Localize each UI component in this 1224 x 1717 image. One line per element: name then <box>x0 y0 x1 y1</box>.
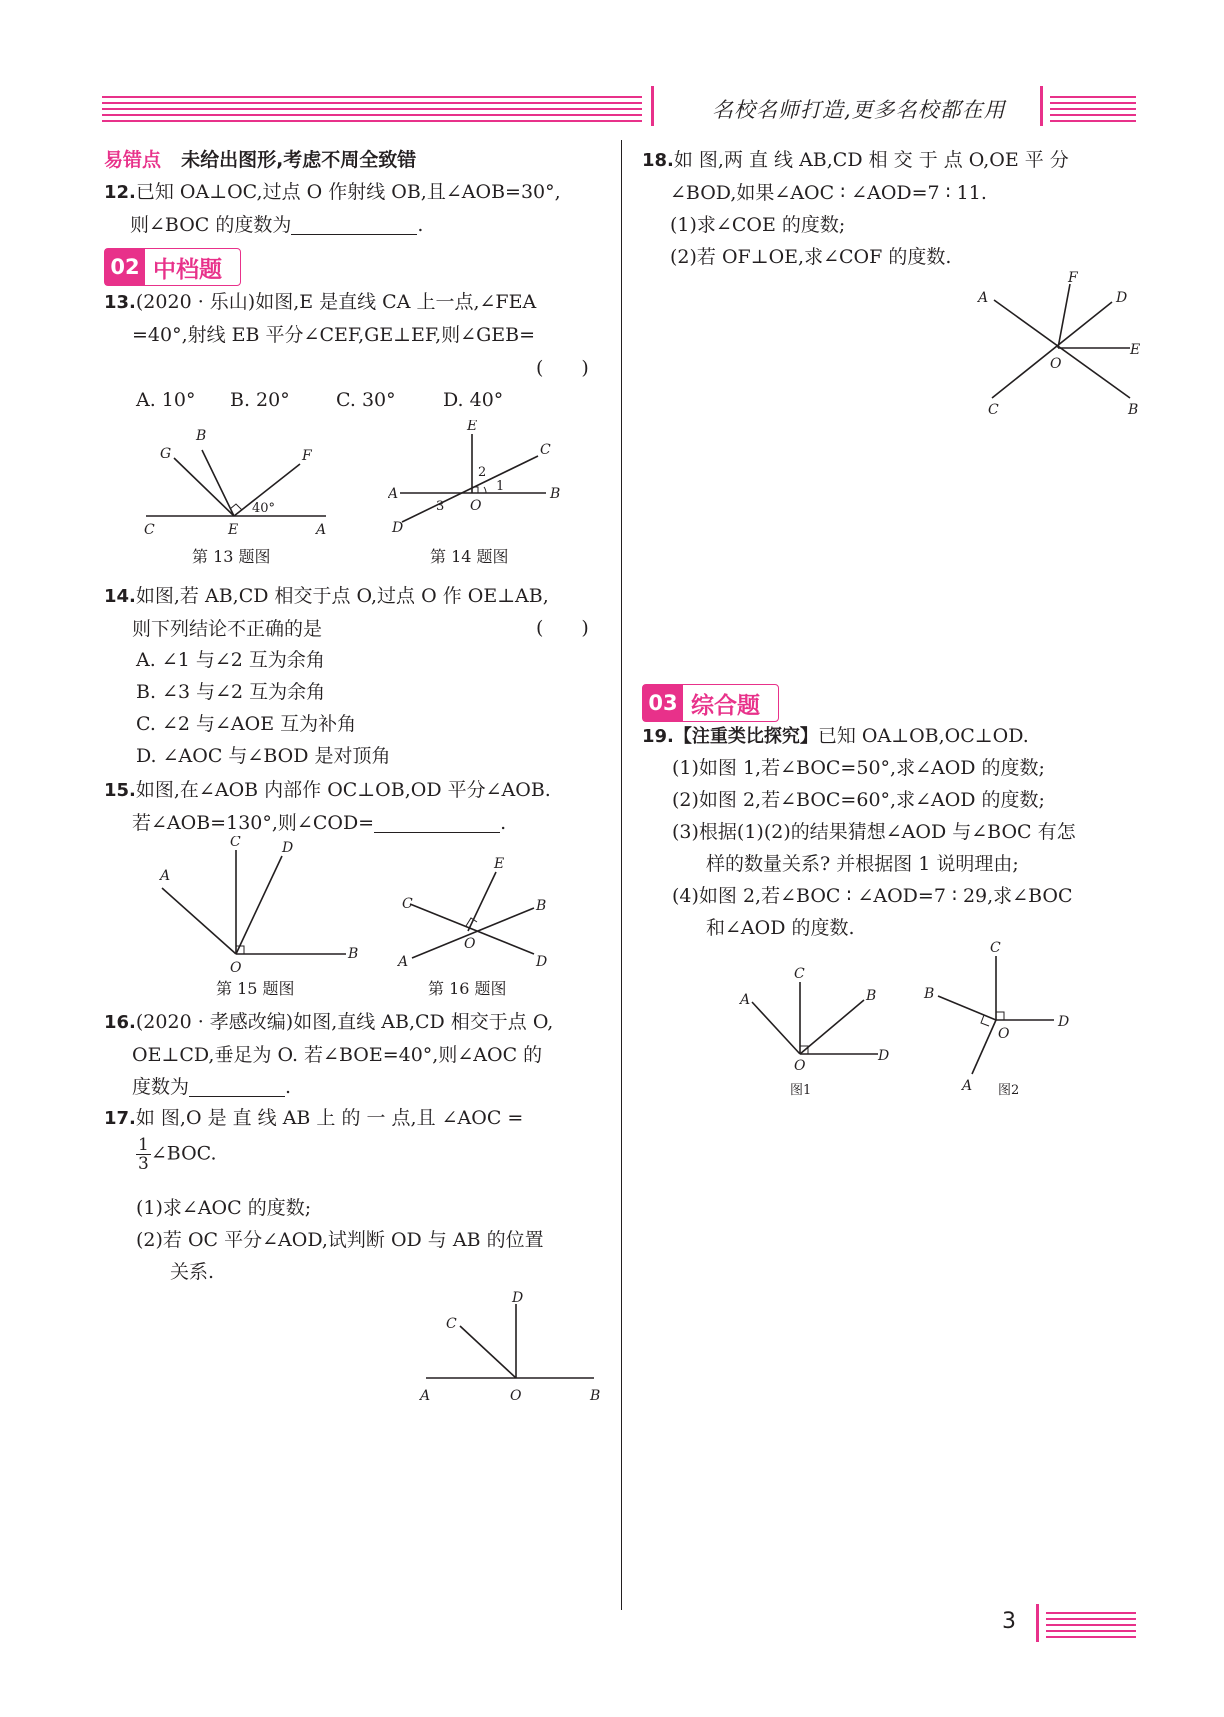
fig19a-label-o: O <box>794 1058 806 1074</box>
fig14-angle-2: 2 <box>478 465 487 480</box>
q13-bracket: ( ) <box>536 357 589 379</box>
fig18-label-f: F <box>1068 270 1078 286</box>
fig13-caption: 第 13 题图 <box>192 547 271 566</box>
fig13-label-e: E <box>228 522 239 538</box>
fig19b-label-c: C <box>990 940 1001 956</box>
fig16-label-a: A <box>398 954 409 970</box>
fig15-label-a: A <box>160 868 171 884</box>
figure-18 <box>970 270 1150 420</box>
fig13-label-c: C <box>144 522 155 538</box>
figure-19-2 <box>918 940 1088 1106</box>
fig18-label-o: O <box>1050 356 1062 372</box>
choice-c[interactable]: C. ∠2 与∠AOE 互为补角 <box>136 713 357 735</box>
q19-parts: (1)如图 1,若∠BOC=50°,求∠AOD 的度数; (2)如图 2,若∠BOC=60°,求∠AOD 的度数; (3)根据(1)(2)的结果猜想∠AOD 与∠BOC 有怎 样的数量关系? 并根据图 1 说明理由; (4)如图 2,若∠BOC ∶ ∠AOD=7 ∶ 29,求∠BOC 和∠AOD 的度数. <box>672 757 1076 939</box>
fig14-caption: 第 14 题图 <box>430 547 509 566</box>
fig15-label-c: C <box>230 836 241 850</box>
fig18-label-b: B <box>1128 402 1139 418</box>
fig19b-label-a: A <box>962 1078 973 1094</box>
fig16-label-c: C <box>402 896 413 912</box>
fig14-angle-3: 3 <box>436 499 445 514</box>
fig17-label-o: O <box>510 1388 522 1404</box>
choice-b[interactable]: B. ∠3 与∠2 互为余角 <box>136 681 326 703</box>
answer-blank[interactable] <box>189 1074 285 1097</box>
question-14: 14.如图,若 AB,CD 相交于点 O,过点 O 作 OE⊥AB, 则下列结论不正确的是 <box>104 585 549 640</box>
fig14-angle-1: 1 <box>496 479 505 494</box>
answer-blank[interactable] <box>291 212 417 235</box>
question-12: 12.已知 OA⊥OC,过点 O 作射线 OB,且∠AOB=30°, 则∠BOC 的度数为 . <box>104 181 561 236</box>
question-18: 18.如 图,两 直 线 AB,CD 相 交 于 点 O,OE 平 分 ∠BOD,如果∠AOC ∶ ∠AOD=7 ∶ 11. (1)求∠COE 的度数; (2)若 OF⊥OE,求∠COF 的度数. <box>642 149 1069 268</box>
choice-d[interactable]: D. ∠AOC 与∠BOD 是对顶角 <box>136 745 391 767</box>
section-03-header: 03 综合题 <box>642 684 779 722</box>
fig19a-caption: 图1 <box>790 1083 812 1098</box>
figure-17 <box>410 1290 610 1410</box>
fig19a-label-c: C <box>794 966 805 982</box>
column-divider <box>621 140 622 1610</box>
fig19a-label-d: D <box>878 1048 890 1064</box>
question-13: 13.(2020 · 乐山)如图,E 是直线 CA 上一点,∠FEA =40°,射线 EB 平分∠CEF,GE⊥EF,则∠GEB= <box>104 291 537 346</box>
q13-choices <box>136 384 504 416</box>
figure-15 <box>150 836 370 996</box>
fig18-label-a: A <box>978 290 989 306</box>
question-16: 16.(2020 · 孝感改编)如图,直线 AB,CD 相交于点 O, OE⊥CD,垂足为 O. 若∠BOE=40°,则∠AOC 的 度数为 . <box>104 1011 554 1098</box>
figure-14 <box>388 420 568 570</box>
answer-blank[interactable] <box>374 810 500 833</box>
fig15-caption: 第 15 题图 <box>216 979 295 996</box>
page-number: 3 <box>1002 1609 1016 1634</box>
q17-parts: (1)求∠AOC 的度数; (2)若 OC 平分∠AOD,试判断 OD 与 AB 的位置 关系. <box>136 1197 544 1283</box>
fig15-label-d: D <box>282 840 294 856</box>
fig13-angle: 40° <box>252 501 276 516</box>
fig18-label-d: D <box>1116 290 1128 306</box>
choice-d[interactable]: D. 40° <box>443 389 504 411</box>
choice-a[interactable]: A. ∠1 与∠2 互为余角 <box>136 649 325 671</box>
fig17-label-c: C <box>446 1316 457 1332</box>
fig19b-label-d: D <box>1058 1014 1070 1030</box>
fig19b-label-o: O <box>998 1026 1010 1042</box>
fig13-label-a: A <box>316 522 327 538</box>
figure-19-1 <box>730 956 900 1106</box>
section-02-header: 02 中档题 <box>104 248 241 286</box>
fig15-label-b: B <box>348 946 359 962</box>
fig19a-label-b: B <box>866 988 877 1004</box>
choice-a[interactable]: A. 10° <box>136 389 196 411</box>
fig16-label-b: B <box>536 898 547 914</box>
fig19b-label-b: B <box>924 986 935 1002</box>
figure-16 <box>394 856 584 996</box>
q17-line2: $\frac{1}{3}$ ∠BOC. <box>138 1135 217 1174</box>
header-slogan: 名校名师打造,更多名校都在用 <box>712 98 1006 122</box>
question-15: 15.如图,在∠AOB 内部作 OC⊥OB,OD 平分∠AOB. 若∠AOB=130°,则∠COD= . <box>104 779 551 834</box>
fig13-label-f: F <box>302 448 312 464</box>
fig15-label-o: O <box>230 960 242 976</box>
fig14-label-a: A <box>388 486 399 502</box>
fig14-label-d: D <box>392 520 404 536</box>
fig19b-caption: 图2 <box>998 1083 1020 1098</box>
fig17-label-b: B <box>590 1388 601 1404</box>
choice-b[interactable]: B. 20° <box>230 389 290 411</box>
fig18-label-c: C <box>988 402 999 418</box>
q14-choices <box>136 644 391 772</box>
figure-13 <box>140 420 340 570</box>
fig14-label-b: B <box>550 486 561 502</box>
fig16-caption: 第 16 题图 <box>428 979 507 996</box>
fraction-one-third: $\frac{1}{3}$ <box>138 1135 149 1174</box>
choice-c[interactable]: C. 30° <box>336 389 396 411</box>
fig14-label-c: C <box>540 442 551 458</box>
fig14-label-o: O <box>470 498 482 514</box>
fig16-label-e: E <box>494 856 505 872</box>
fig14-label-e: E <box>467 420 478 434</box>
fig13-label-b: B <box>196 428 207 444</box>
question-19: 19.【注重类比探究】已知 OA⊥OB,OC⊥OD. <box>642 725 1029 747</box>
fig18-label-e: E <box>1130 342 1141 358</box>
fig13-label-g: G <box>160 446 172 462</box>
fig16-label-o: O <box>464 936 476 952</box>
fig17-label-a: A <box>420 1388 431 1404</box>
q14-bracket: ( ) <box>536 617 589 639</box>
fig17-label-d: D <box>512 1290 524 1306</box>
fig19a-label-a: A <box>740 992 751 1008</box>
yicuo-heading: 易错点 未给出图形,考虑不周全致错 <box>104 149 417 171</box>
fig16-label-d: D <box>536 954 548 970</box>
question-17: 17.如 图,O 是 直 线 AB 上 的 一 点,且 ∠AOC = <box>104 1107 524 1129</box>
